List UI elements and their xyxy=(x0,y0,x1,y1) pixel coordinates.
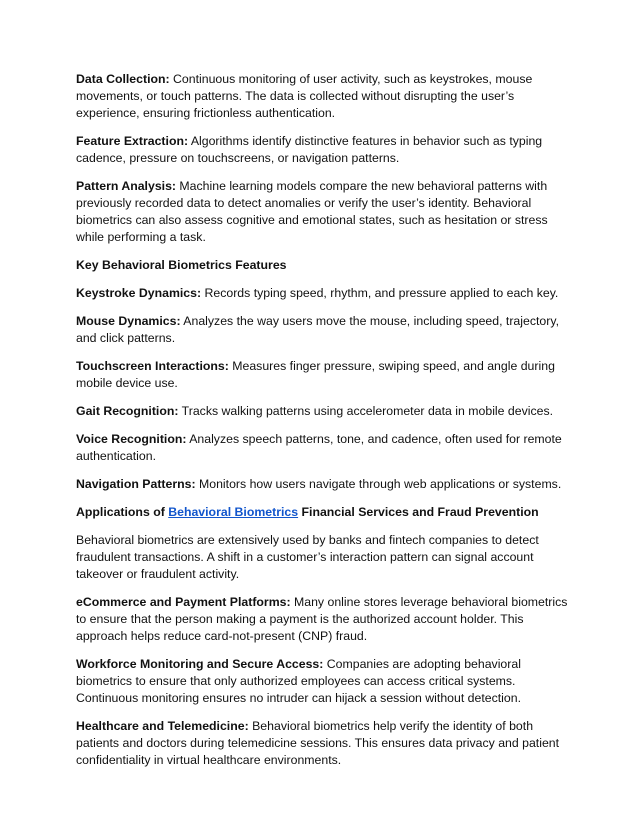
behavioral-biometrics-link[interactable]: Behavioral Biometrics xyxy=(168,505,299,519)
document-page xyxy=(76,71,568,780)
paragraph-data-collection xyxy=(76,71,568,122)
text-healthcare: Behavioral biometrics help verify the identity of both patients and doctors during telemedicine sessions. This ensures data privacy and patient confidentiality in virtual healthcare environments. xyxy=(76,719,560,767)
label-data-collection: Data Collection: xyxy=(76,72,170,86)
label-healthcare: Healthcare and Telemedicine: xyxy=(76,719,249,733)
label-navigation: Navigation Patterns: xyxy=(76,477,196,491)
text-keystroke: Records typing speed, rhythm, and pressure applied to each key. xyxy=(201,286,559,300)
text-touchscreen: Measures finger pressure, swiping speed, and angle during mobile device use. xyxy=(76,359,555,390)
label-gait: Gait Recognition: xyxy=(76,404,179,418)
text-gait: Tracks walking patterns using accelerometer data in mobile devices. xyxy=(178,404,554,418)
label-pattern-analysis: Pattern Analysis: xyxy=(76,179,177,193)
label-workforce: Workforce Monitoring and Secure Access: xyxy=(76,657,324,671)
text-ecommerce: Many online stores leverage behavioral biometrics to ensure that the person making a payment is the authorized account holder. This approach helps reduce card-not-present (CNP) fraud. xyxy=(76,595,568,643)
text-workforce: Companies are adopting behavioral biometrics to ensure that only authorized employees can access critical systems. Continuous monitoring ensures no intruder can hijack a session without detection. xyxy=(76,657,521,705)
paragraph-feature-extraction xyxy=(76,133,568,167)
heading-key-features: Key Behavioral Biometrics Features xyxy=(76,258,287,272)
label-voice: Voice Recognition: xyxy=(76,432,187,446)
paragraph-workforce xyxy=(76,656,568,707)
label-touchscreen: Touchscreen Interactions: xyxy=(76,359,229,373)
label-ecommerce: eCommerce and Payment Platforms: xyxy=(76,595,291,609)
paragraph-ecommerce xyxy=(76,594,568,645)
text-navigation: Monitors how users navigate through web applications or systems. xyxy=(195,477,562,491)
text-voice: Analyzes speech patterns, tone, and cadence, often used for remote authentication. xyxy=(76,432,562,463)
label-mouse: Mouse Dynamics: xyxy=(76,314,181,328)
paragraph-pattern-analysis xyxy=(76,178,568,246)
label-feature-extraction: Feature Extraction: xyxy=(76,134,189,148)
heading-applications-suffix: Financial Services and Fraud Prevention xyxy=(298,505,539,519)
paragraph-voice xyxy=(76,431,568,465)
text-mouse: Analyzes the way users move the mouse, including speed, trajectory, and click patterns. xyxy=(76,314,559,345)
label-keystroke: Keystroke Dynamics: xyxy=(76,286,202,300)
paragraph-financial: Behavioral biometrics are extensively used by banks and fintech companies to detect fraudulent transactions. A shift in a customer’s interaction pattern can signal account takeover or fraudulent activity. xyxy=(76,533,539,581)
paragraph-touchscreen xyxy=(76,358,568,392)
paragraph-navigation xyxy=(76,476,568,493)
paragraph-keystroke xyxy=(76,285,568,302)
heading-applications-prefix: Applications of xyxy=(76,505,169,519)
text-pattern-analysis: Machine learning models compare the new behavioral patterns with previously recorded data to detect anomalies or verify the user’s identity. Behavioral biometrics can also assess cognitive and emotional states, such as hesitation or stress while performing a task. xyxy=(76,179,548,244)
heading-applications xyxy=(76,504,568,521)
text-feature-extraction: Algorithms identify distinctive features in behavior such as typing cadence, pressure on touchscreens, or navigation patterns. xyxy=(76,134,543,165)
paragraph-healthcare xyxy=(76,718,568,769)
paragraph-mouse xyxy=(76,313,568,347)
paragraph-gait xyxy=(76,403,568,420)
text-data-collection: Continuous monitoring of user activity, such as keystrokes, mouse movements, or touch patterns. The data is collected without disrupting the user’s experience, ensuring frictionless authentication. xyxy=(76,72,533,120)
